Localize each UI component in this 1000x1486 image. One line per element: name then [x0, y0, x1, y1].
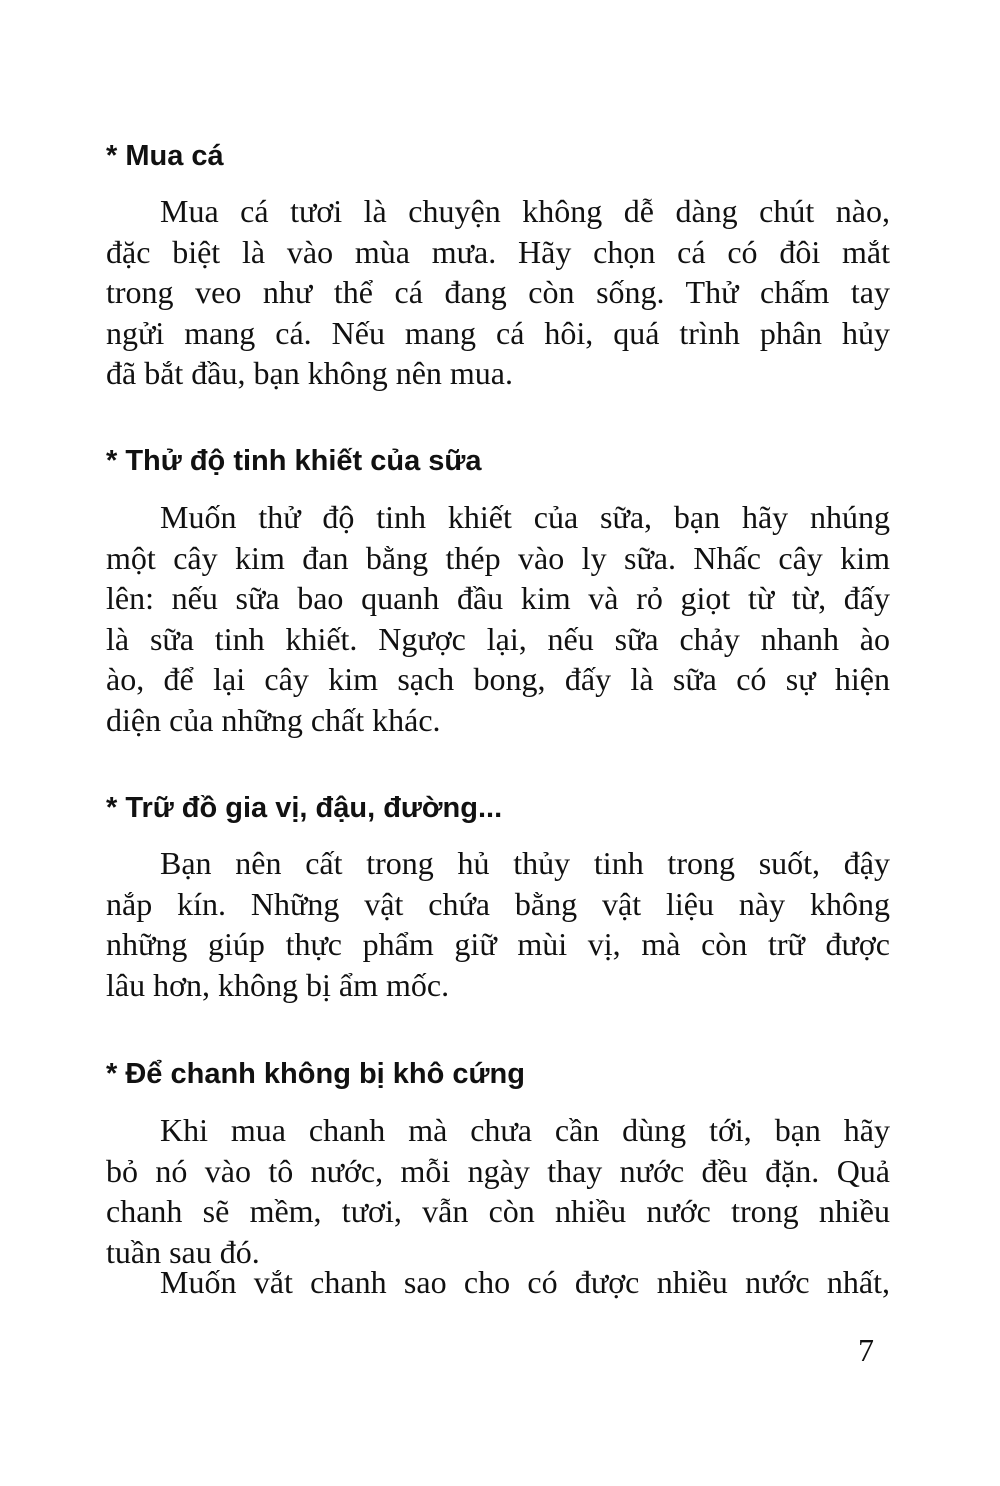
text-line: đặc biệt là vào mùa mưa. Hãy chọn cá có đôi mắt — [106, 233, 890, 270]
text-line: Bạn nên cất trong hủ thủy tinh trong suốt, đậy — [160, 845, 890, 881]
paragraph-tru-do-gia-vi — [106, 843, 890, 1005]
section-heading-do-tinh-khiet-sua: * Thử độ tinh khiết của sữa — [106, 445, 482, 477]
text-line: trong veo như thể cá đang còn sống. Thử chấm tay — [106, 274, 890, 310]
text-line: nắp kín. Những vật chứa bằng vật liệu này không — [106, 885, 890, 922]
text-line: lâu hơn, không bị ẩm mốc. — [106, 966, 450, 1003]
paragraph-do-tinh-khiet-sua — [106, 497, 890, 740]
text-line: Khi mua chanh mà chưa cần dùng tới, bạn hãy — [160, 1112, 890, 1148]
text-line: Muốn vắt chanh sao cho có được nhiều nước nhất, — [160, 1264, 890, 1300]
text-line: đã bắt đầu, bạn không nên mua. — [106, 355, 513, 391]
section-heading-tru-do-gia-vi: * Trữ đồ gia vị, đậu, đường... — [106, 792, 503, 824]
text-line: lên: nếu sữa bao quanh đầu kim và rỏ giọt từ từ, đấy — [106, 580, 890, 616]
paragraph-de-chanh-khong-kho — [106, 1110, 890, 1272]
text-line: những giúp thực phẩm giữ mùi vị, mà còn trữ được — [106, 926, 890, 962]
text-line: một cây kim đan bằng thép vào ly sữa. Nhấc cây kim — [106, 539, 890, 576]
text-line: là sữa tinh khiết. Ngược lại, nếu sữa chảy nhanh ào — [106, 620, 890, 657]
text-line: Muốn thử độ tinh khiết của sữa, bạn hãy nhúng — [160, 499, 890, 535]
paragraph-mua-ca — [106, 191, 890, 394]
text-line: tuần sau đó. — [106, 1233, 260, 1270]
text-line: bỏ nó vào tô nước, mỗi ngày thay nước đều đặn. Quả — [106, 1152, 890, 1189]
text-line: diện của những chất khác. — [106, 701, 441, 738]
section-heading-de-chanh-khong-kho: * Để chanh không bị khô cứng — [106, 1058, 525, 1090]
text-line: ngửi mang cá. Nếu mang cá hôi, quá trình phân hủy — [106, 314, 890, 351]
paragraph-vat-chanh — [106, 1262, 890, 1303]
text-line: chanh sẽ mềm, tươi, vẫn còn nhiều nước trong nhiều — [106, 1193, 890, 1229]
text-line: ào, để lại cây kim sạch bong, đấy là sữa có sự hiện — [106, 661, 890, 697]
text-line: Mua cá tươi là chuyện không dễ dàng chút nào, — [160, 193, 890, 229]
page-number: 7 — [858, 1332, 874, 1368]
section-heading-mua-ca: * Mua cá — [106, 140, 224, 172]
